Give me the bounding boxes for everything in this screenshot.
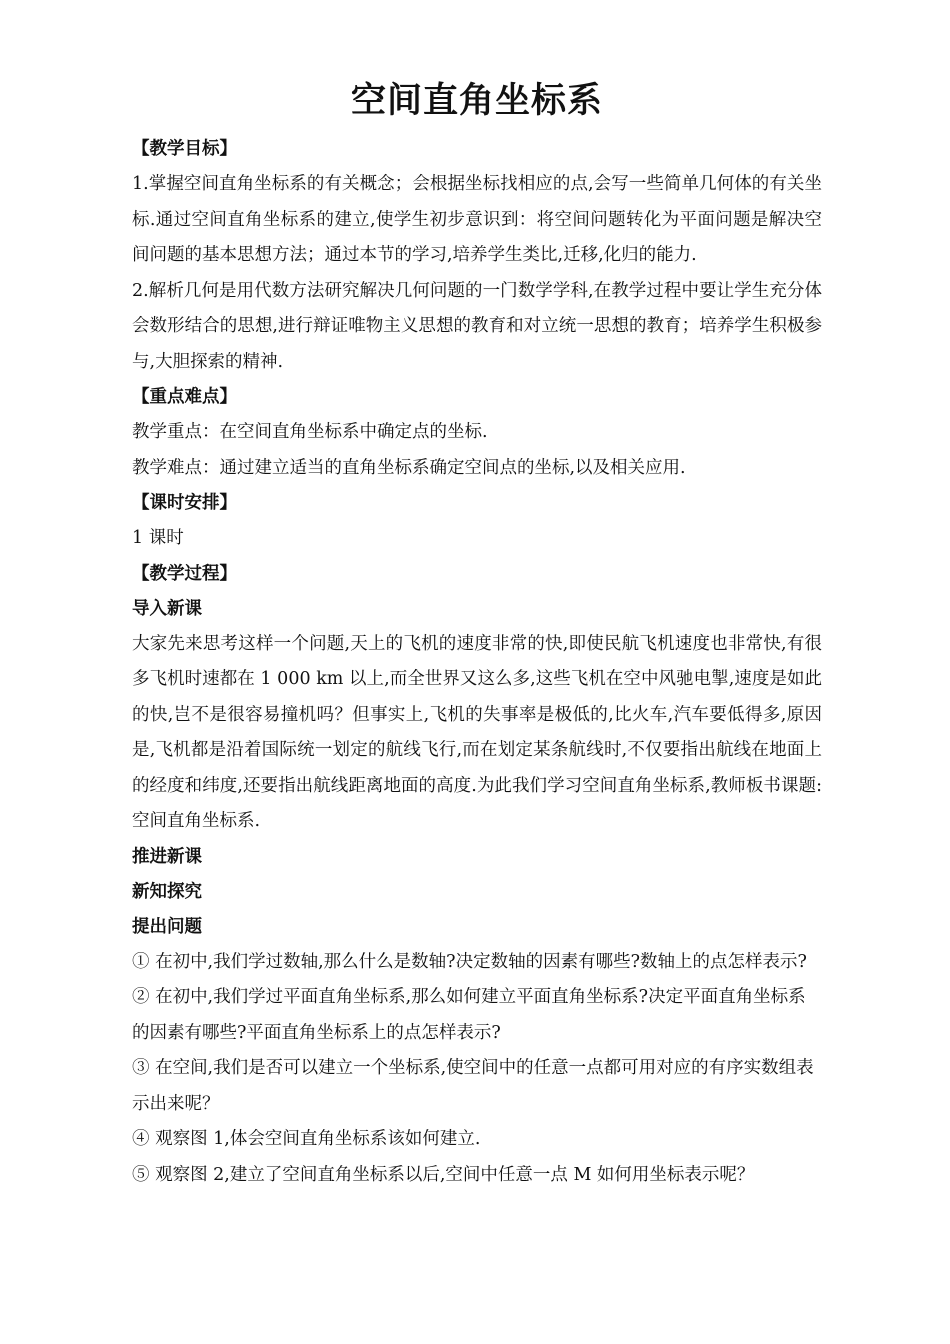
teaching-goals-heading: 【教学目标】 — [132, 139, 237, 159]
question-heading: 提出问题 — [132, 916, 202, 937]
key-point-focus: 教学重点：在空间直角坐标系中确定点的坐标. — [132, 422, 488, 442]
key-points-heading: 【重点难点】 — [132, 387, 237, 407]
teaching-goals-item-2: 2.解析几何是用代数方法研究解决几何问题的一门数学学科,在教学过程中要让学生充分体会数形结合的思想,进行辩证唯物主义思想的教育和对立统一思想的教育；培养学生积极参与,大胆探索的精神. — [132, 280, 822, 372]
document-title: 空间直角坐标系 — [350, 81, 603, 121]
schedule-heading: 【课时安排】 — [132, 493, 237, 513]
explore-heading: 新知探究 — [132, 881, 202, 902]
question-item-4: ④ 观察图 1,体会空间直角坐标系该如何建立. — [132, 1129, 481, 1149]
question-item-2: ② 在初中,我们学过平面直角坐标系,那么如何建立平面直角坐标系?决定平面直角坐标系的因素有哪些?平面直角坐标系上的点怎样表示? — [132, 987, 806, 1043]
process-heading: 【教学过程】 — [132, 563, 237, 584]
question-item-3: ③ 在空间,我们是否可以建立一个坐标系,使空间中的任意一点都可用对应的有序实数组表示出来呢？ — [132, 1058, 814, 1114]
schedule-text: 1 课时 — [132, 528, 184, 548]
key-point-difficulty: 教学难点：通过建立适当的直角坐标系确定空间点的坐标,以及相关应用. — [132, 457, 686, 478]
question-item-1: ① 在初中,我们学过数轴,那么什么是数轴?决定数轴的因素有哪些?数轴上的点怎样表示? — [132, 951, 807, 972]
document-page — [132, 72, 822, 1193]
teaching-goals-item-1: 1.掌握空间直角坐标系的有关概念；会根据坐标找相应的点,会写一些简单几何体的有关坐标.通过空间直角坐标系的建立,使学生初步意识到：将空间问题转化为平面问题是解决空间问题的基本思想方法；通过本节的学习,培养学生类比,迁移,化归的能力. — [132, 174, 822, 265]
intro-heading: 导入新课 — [132, 598, 202, 619]
question-item-5: ⑤ 观察图 2,建立了空间直角坐标系以后,空间中任意一点 M 如何用坐标表示呢？ — [132, 1164, 755, 1185]
advance-heading: 推进新课 — [132, 846, 202, 867]
intro-text: 大家先来思考这样一个问题,天上的飞机的速度非常的快,即使民航飞机速度也非常快,有很多飞机时速都在 1 000 km 以上,而全世界又这么多,这些飞机在空中风驰电掣,速度是如此的快,岂不是很容易撞机吗？但事实上,飞机的失事率是极低的,比火车,汽车要低得多,原因是,飞机都是沿着国际统一划定的航线飞行,而在划定某条航线时,不仅要指出航线在地面上的经度和纬度,还要指出航线距离地面的高度.为此我们学习空间直角坐标系,教师板书课题:空间直角坐标系. — [132, 633, 822, 831]
